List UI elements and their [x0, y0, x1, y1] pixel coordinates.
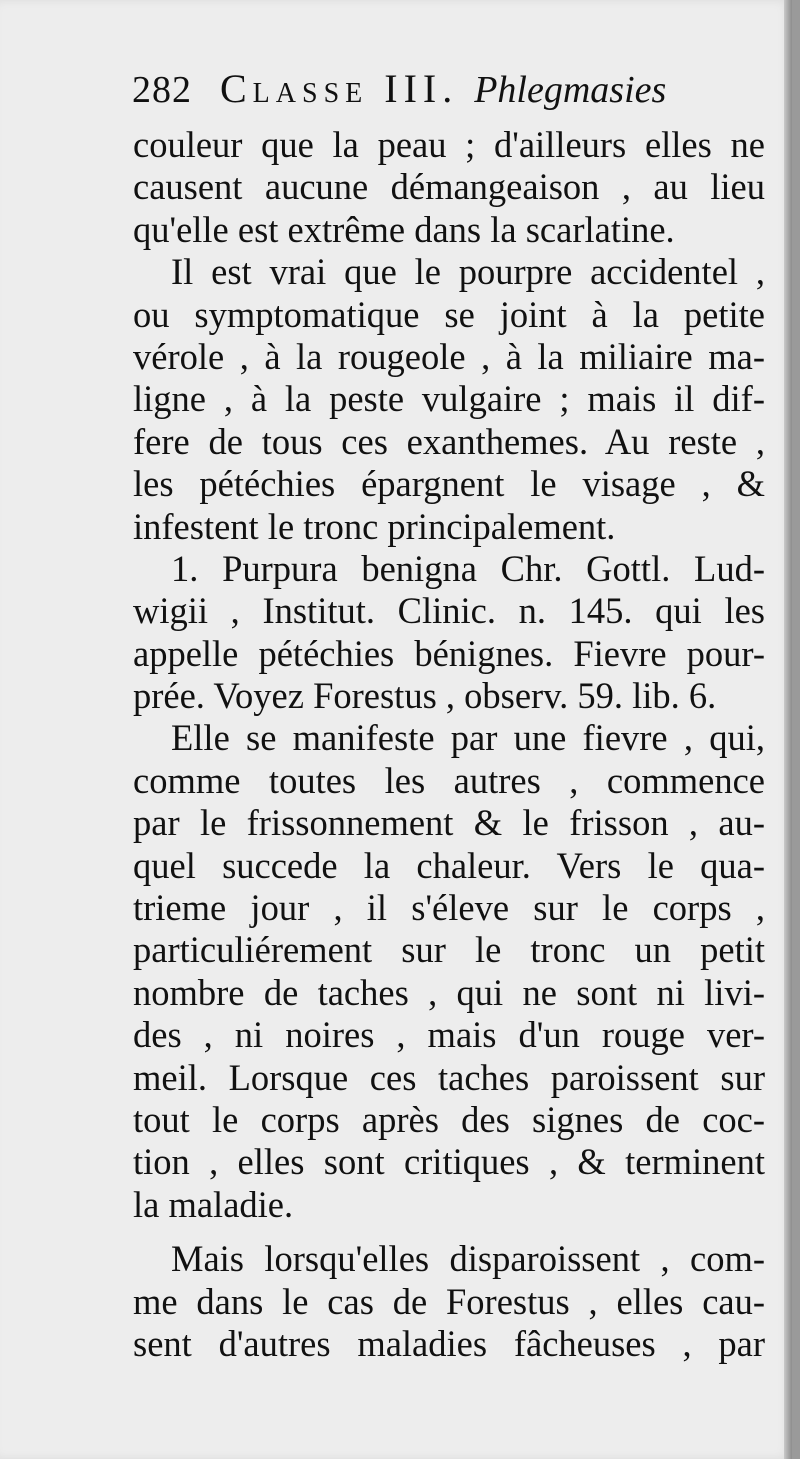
running-header — [132, 62, 772, 116]
text-line: tout le corps après des signes de coc- — [133, 1098, 765, 1140]
text-line: particuliérement sur le tronc un petit — [133, 929, 765, 971]
text-line: couleur que la peau ; d'ailleurs elles ne — [133, 124, 765, 165]
text-line: nombre de taches , qui ne sont ni livi- — [133, 971, 765, 1013]
text-line: qu'elle est extrême dans la scarlatine. — [133, 208, 675, 250]
page-edge — [784, 0, 792, 1459]
text-line: par le frissonnement & le frisson , au- — [133, 802, 765, 844]
running-title: Phlegmasies — [474, 69, 667, 111]
body-text — [133, 124, 765, 1365]
text-line: trieme jour , il s'éleve sur le corps , — [133, 887, 765, 929]
text-line: prée. Voyez Forestus , observ. 59. lib. 6. — [133, 675, 717, 717]
paragraph-gap — [133, 1226, 765, 1238]
text-line: infestent le tronc principalement. — [133, 505, 616, 547]
text-line: wigii , Institut. Clinic. n. 145. qui les — [133, 590, 765, 632]
text-line: comme toutes les autres , commence — [133, 759, 765, 801]
text-line: quel succede la chaleur. Vers le qua- — [133, 844, 765, 886]
text-line: ligne , à la peste vulgaire ; mais il dif- — [133, 378, 765, 420]
text-line: Mais lorsqu'elles disparoissent , com- — [171, 1238, 765, 1280]
text-line: Il est vrai que le pourpre accidentel , — [171, 251, 765, 293]
text-line: des , ni noires , mais d'un rouge ver- — [133, 1014, 765, 1056]
text-line: fere de tous ces exanthemes. Au reste , — [133, 420, 765, 462]
text-line: Elle se manifeste par une fievre , qui, — [171, 717, 765, 759]
text-line: appelle pétéchies bénignes. Fievre pour- — [133, 632, 765, 674]
text-line: me dans le cas de Forestus , elles cau- — [133, 1280, 765, 1322]
text-line: la maladie. — [133, 1183, 294, 1225]
text-line: causent aucune démangeaison , au lieu — [133, 166, 765, 208]
class-label: Classe III. — [220, 66, 459, 111]
text-line-italic-ref — [133, 548, 765, 590]
text-line: 1. Purpura benigna Chr. Gottl. Lud- — [171, 547, 765, 589]
text-line: meil. Lorsque ces taches paroissent sur — [133, 1056, 765, 1098]
page-number: 282 — [132, 69, 192, 111]
text-line: vérole , à la rougeole , à la miliaire ma- — [133, 335, 765, 377]
text-line: les pétéchies épargnent le visage , & — [133, 463, 765, 505]
text-line: ou symptomatique se joint à la petite — [133, 293, 765, 335]
text-line: tion , elles sont critiques , & terminent — [133, 1141, 765, 1183]
text-line: sent d'autres maladies fâcheuses , par — [133, 1322, 765, 1364]
